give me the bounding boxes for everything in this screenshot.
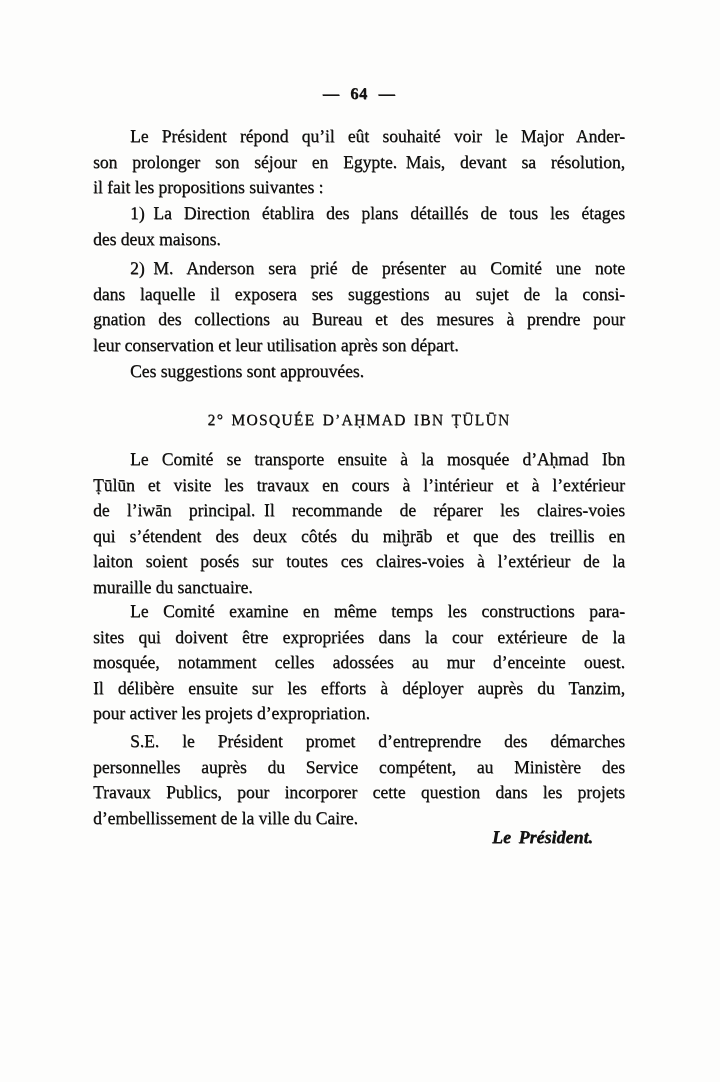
paragraph-approval (93, 359, 625, 385)
paragraph-intro (93, 124, 625, 201)
text-line: de l’iwān principal. Il recommande de réparer les claires-voies (93, 500, 625, 520)
paragraph-mosque-visit (93, 447, 625, 600)
text-line: Le Président répond qu’il eût souhaité voir le Major Ander- (130, 126, 625, 146)
text-line: dans laquelle il exposera ses suggestions au sujet de la consi- (93, 283, 625, 304)
text-line: son prolonger son séjour en Egypte. Mais, devant sa résolution, (93, 151, 625, 172)
text-line: leur conservation et leur utilisation après son départ. (93, 334, 459, 355)
text-line: mosquée, notamment celles adossées au mur d’enceinte ouest. (93, 652, 625, 672)
signature: Le Président. (492, 827, 593, 847)
text-line: Le Comité examine en même temps les constructions para- (130, 601, 625, 621)
text-line: Il délibère ensuite sur les efforts à déployer auprès du Tanzim, (93, 677, 625, 698)
text-line: Ces suggestions sont approuvées. (130, 361, 364, 381)
page-number: — 64 — (322, 84, 396, 103)
text-line: Travaux Publics, pour incorporer cette question dans les projets (93, 782, 625, 802)
paragraph-item-2 (93, 256, 625, 358)
text-line: d’embellissement de la ville du Caire. (93, 807, 358, 828)
text-line: muraille du sanctuaire. (93, 576, 253, 597)
section-heading: 2° MOSQUÉE D’AḤMAD IBN ṬŪLŪN (207, 412, 511, 429)
text-line: qui s’étendent des deux côtés du miḫrāb et que des treillis en (93, 525, 625, 546)
text-line: gnation des collections au Bureau et des mesures à prendre pour (93, 309, 625, 329)
text-line: 1) La Direction établira des plans détaillés de tous les étages (130, 203, 625, 223)
paragraph-promise (93, 729, 625, 831)
text-line: personnelles auprès du Service compétent, au Ministère des (93, 756, 625, 777)
text-line: S.E. le Président promet d’entreprendre des démarches (130, 731, 625, 751)
text-line: 2) M. Anderson sera prié de présenter au Comité une note (130, 258, 625, 278)
text-line: il fait les propositions suivantes : (93, 177, 324, 197)
text-line: pour activer les projets d’expropriation. (93, 703, 370, 723)
text-line: Le Comité se transporte ensuite à la mosquée d’Aḥmad Ibn (130, 449, 625, 469)
text-line: laiton soient posés sur toutes ces claires-voies à l’extérieur de la (93, 551, 625, 571)
paragraph-item-1 (93, 201, 625, 252)
paragraph-parasites (93, 599, 625, 727)
text-line: sites qui doivent être expropriées dans la cour extérieure de la (93, 626, 625, 647)
text-line: des deux maisons. (93, 228, 221, 249)
text-line: Ṭūlūn et visite les travaux en cours à l’intérieur et à l’extérieur (93, 474, 625, 495)
